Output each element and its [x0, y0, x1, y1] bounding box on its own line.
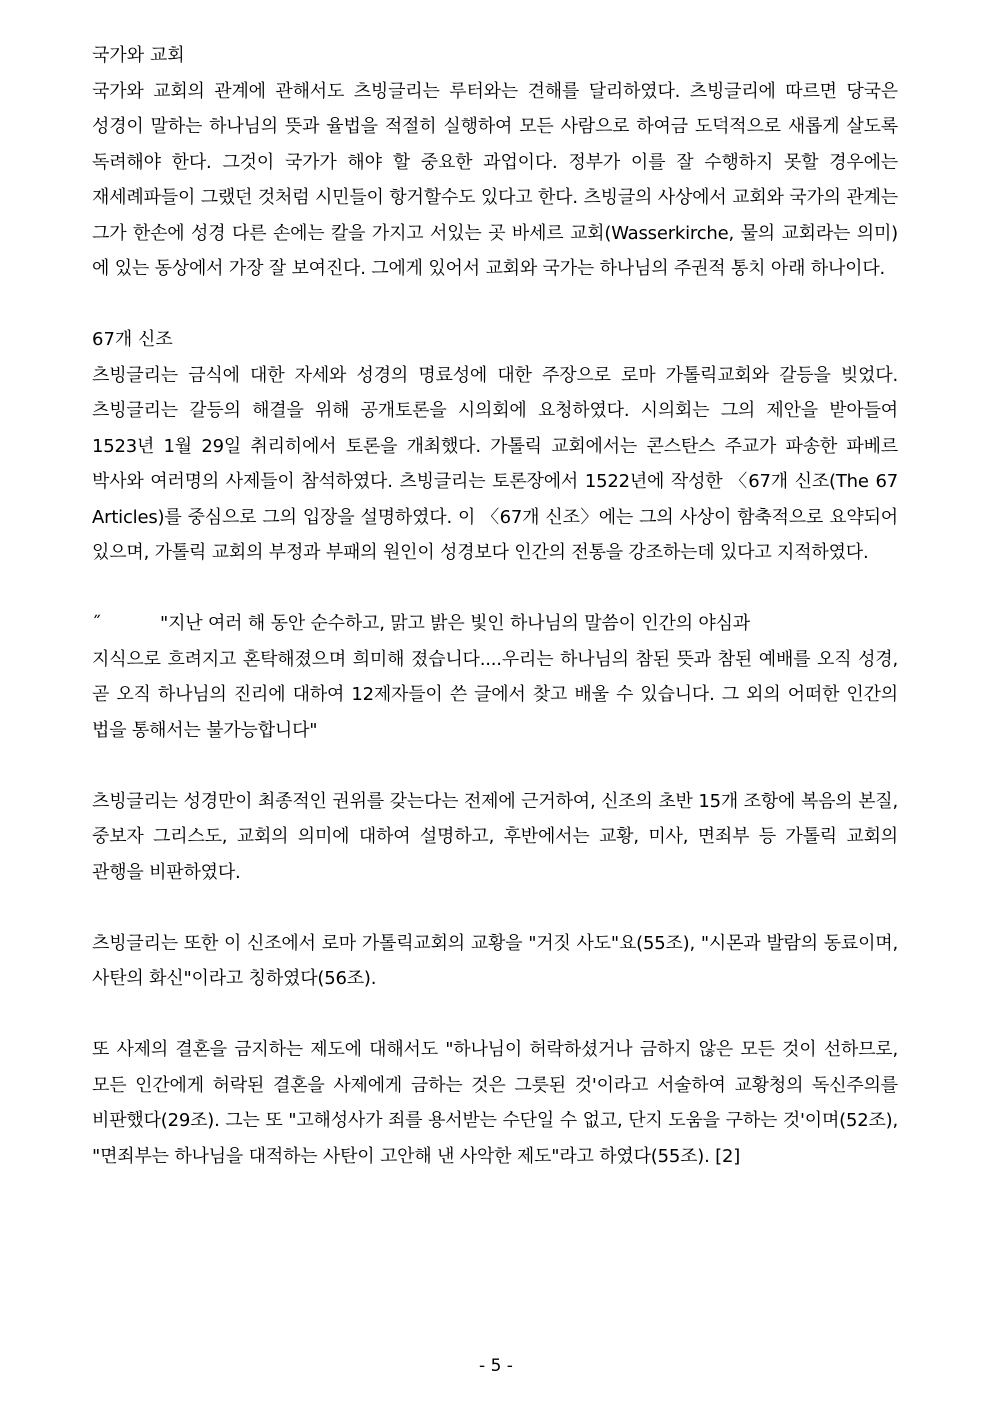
paragraph-67-articles: 츠빙글리는 금식에 대한 자세와 성경의 명료성에 대한 주장으로 로마 가톨릭교회와 갈등을 빚었다. 츠빙글리는 갈등의 해결을 위해 공개토론을 시의회에 요청하였다. 시의회는 그의 제안을 받아들여 1523년 1월 29일 취리히에서 토론을 개최했다. 가톨릭 교회에서는 콘스탄스 주교가 파송한 파베르 박사와 여러명의 사제들이 참석하였다. 츠빙글리는 토론장에서 1522년에 작성한 〈67개 신조(The 67 Articles)를 중심으로 그의 입장을 설명하였다. 이 〈67개 신조〉에는 그의 사상이 함축적으로 요약되어 있으며, 가톨릭 교회의 부정과 부패의 원인이 성경보다 인간의 전통을 강조하는데 있다고 지적하였다.: [92, 364, 898, 563]
paragraph-celibacy-indulgence: 또 사제의 결혼을 금지하는 제도에 대해서도 "하나님이 허락하셨거나 금하지 않은 모든 것이 선하므로, 모든 인간에게 허락된 결혼을 사제에게 금하는 것은 그릇된 것'이라고 서술하여 교황청의 독신주의를 비판했다(29조). 그는 또 "고해성사가 죄를 용서받는 수단일 수 없고, 단지 도움을 구하는 것'이며(52조), "면죄부는 하나님을 대적하는 사탄이 고안해 낸 사악한 제도"라고 하였다(55조). [2]: [92, 1039, 898, 1167]
quote-text-continued: 지식으로 흐려지고 혼탁해졌으며 희미해 졌습니다....우리는 하나님의 참된 뜻과 참된 예배를 오직 성경, 곧 오직 하나님의 진리에 대하여 12제자들이 쓴 글에서 찾고 배울 수 있습니다. 그 외의 어떠한 인간의 법을 통해서는 불가능합니다": [92, 648, 898, 741]
paragraph-state-church: 국가와 교회의 관계에 관해서도 츠빙글리는 루터와는 견해를 달리하였다. 츠빙글리에 따르면 당국은 성경이 말하는 하나님의 뜻과 율법을 적절히 실행하여 모든 사람으로 하여금 도덕적으로 새롭게 살도록 독려해야 한다. 그것이 국가가 해야 할 중요한 과업이다. 정부가 이를 잘 수행하지 못할 경우에는 재세례파들이 그랬던 것처럼 시민들이 항거할수도 있다고 한다. 츠빙글의 사상에서 교회와 국가의 관계는 그가 한손에 성경 다른 손에는 칼을 가지고 서있는 곳 바세르 교회(Wasserkirche, 물의 교회라는 의미)에 있는 동상에서 가장 잘 보여진다. 그에게 있어서 교회와 국가는 하나님의 주권적 통치 아래 하나이다.: [92, 80, 898, 279]
section-heading-state-church: 국가와 교회: [92, 45, 185, 66]
paragraph-gap: [92, 287, 898, 323]
paragraph-gap: [92, 748, 898, 784]
page-number: - 5 -: [479, 1356, 513, 1376]
paragraph-gap: [92, 997, 898, 1033]
quote-text-first-line: "지난 여러 해 동안 순수하고, 맑고 밝은 빛인 하나님의 말씀이 인간의 야심과: [160, 613, 750, 634]
quote-first-line: [92, 606, 898, 642]
paragraph-pope-criticism: 츠빙글리는 또한 이 신조에서 로마 가톨릭교회의 교황을 "거짓 사도"요(55조), "시몬과 발람의 동료이며, 사탄의 화신"이라고 칭하였다(56조).: [92, 932, 898, 989]
quote-mark: ˝: [92, 613, 101, 634]
section-heading-67-articles: 67개 신조: [92, 329, 173, 350]
paragraph-gap: [92, 571, 898, 607]
paragraph-authority-of-scripture: 츠빙글리는 성경만이 최종적인 권위를 갖는다는 전제에 근거하여, 신조의 초반 15개 조항에 복음의 본질, 중보자 그리스도, 교회의 의미에 대하여 설명하고, 후반에서는 교황, 미사, 면죄부 등 가톨릭 교회의 관행을 비판하였다.: [92, 790, 898, 883]
paragraph-gap: [92, 890, 898, 926]
document-body: [92, 38, 898, 1174]
